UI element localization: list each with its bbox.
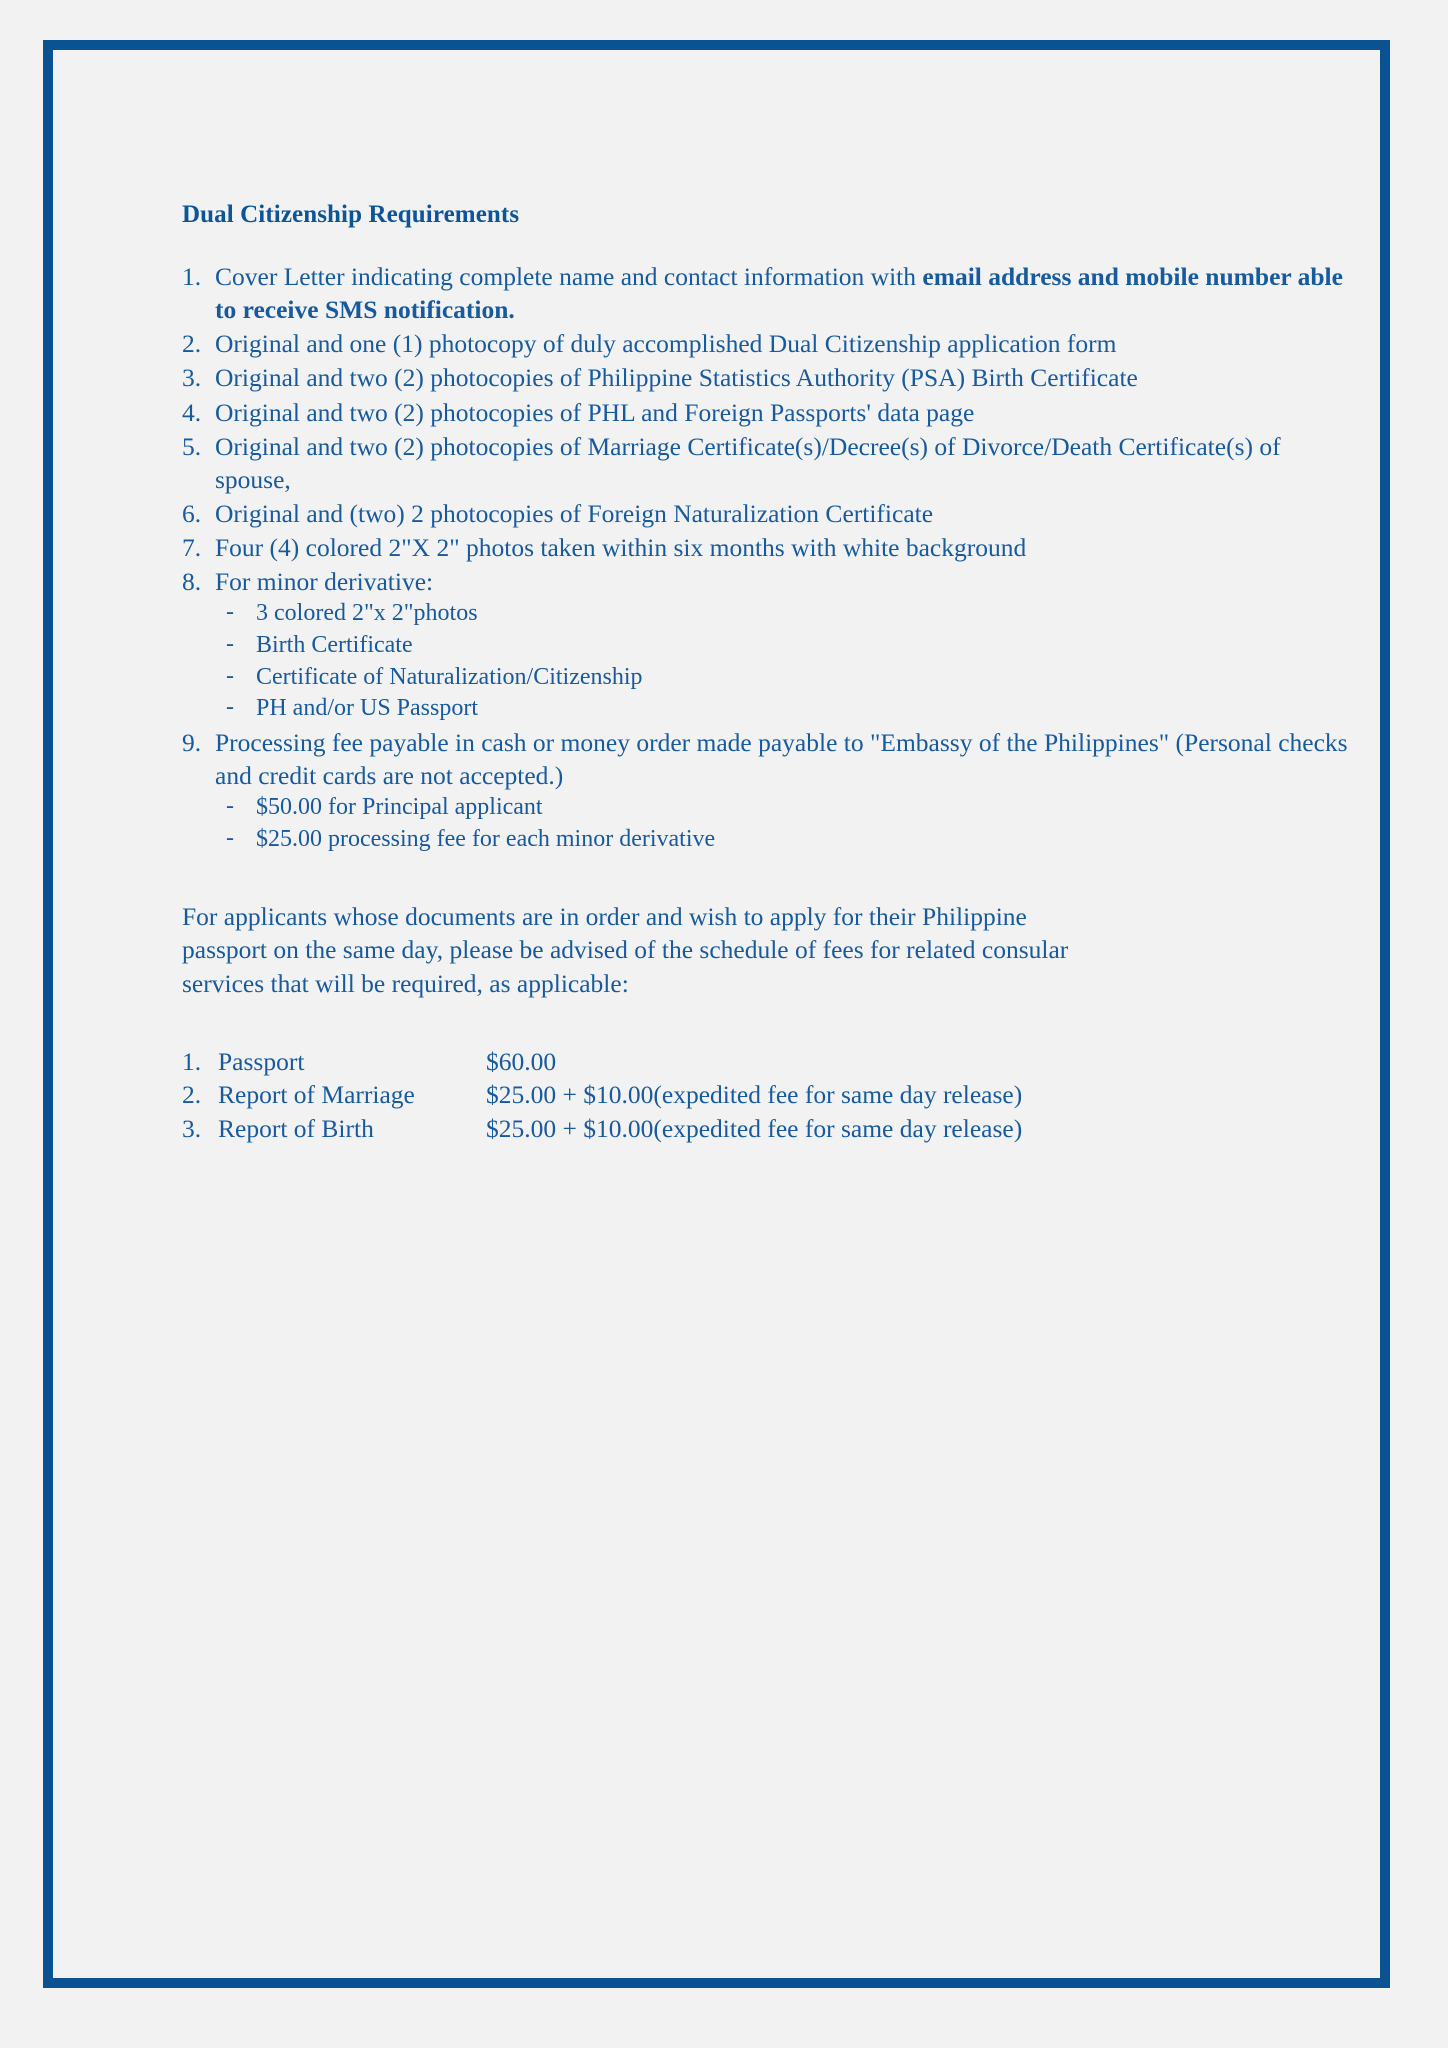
requirement-number: 1. <box>182 262 202 291</box>
requirement-sub-item <box>226 662 1352 694</box>
requirement-item <box>182 361 1352 394</box>
requirement-text: For minor derivative: <box>215 567 434 597</box>
requirement-sub-item-label: PH and/or US Passport <box>256 695 479 722</box>
fee-amount: $25.00 + $10.00(expedited fee for same day release) <box>486 1114 1023 1143</box>
requirement-sub-item-label: $50.00 for Principal applicant <box>256 794 543 821</box>
document-border-frame <box>43 40 1390 1988</box>
dash-bullet-icon: - <box>226 599 234 626</box>
requirement-text-emphasis: email address and mobile number able to receive SMS notification. <box>215 262 1343 325</box>
requirement-text: Original and two (2) photocopies of Philippine Statistics Authority (PSA) Birth Certificate <box>215 363 1138 393</box>
notice-line-1: For applicants whose documents are in order and wish to apply for their Philippine <box>182 901 1027 931</box>
requirement-sub-item-label: Birth Certificate <box>256 632 413 659</box>
requirement-sub-item-label: 3 colored 2"x 2"photos <box>256 600 478 627</box>
requirement-text: Original and two (2) photocopies of Marriage Certificate(s)/Decree(s) of Divorce/Death Certificate(s) of spouse, <box>215 431 1281 494</box>
requirement-item <box>182 497 1352 530</box>
table-row <box>182 1112 1022 1146</box>
requirement-sub-item <box>226 792 1352 824</box>
fee-service-name: Report of Marriage <box>218 1080 415 1110</box>
requirement-sub-item <box>226 824 1352 856</box>
requirement-number: 6. <box>182 498 202 528</box>
requirement-item <box>182 327 1352 360</box>
requirement-text: Original and one (1) photocopy of duly accomplished Dual Citizenship application form <box>215 329 1117 359</box>
requirement-text: Original and (two) 2 photocopies of Foreign Naturalization Certificate <box>215 498 934 528</box>
page-title: Dual Citizenship Requirements <box>182 201 520 228</box>
requirement-item <box>182 260 1352 326</box>
fee-schedule-table <box>182 1045 1022 1146</box>
requirement-text: Original and two (2) photocopies of PHL and Foreign Passports' data page <box>215 397 975 427</box>
requirement-number: 3. <box>182 363 202 393</box>
notice-line-3: services that will be required, as applicable: <box>182 969 629 999</box>
fee-row-number: 1. <box>182 1046 202 1076</box>
requirement-number: 5. <box>182 431 202 461</box>
fee-service-name: Passport <box>218 1046 305 1076</box>
same-day-notice-paragraph <box>182 900 1352 1001</box>
requirement-text: Cover Letter indicating complete name and contact information with email address and mobile number able to receive SMS notification. <box>215 262 1343 325</box>
requirement-number: 7. <box>182 533 202 563</box>
requirement-sub-list <box>215 792 1352 855</box>
requirement-item <box>182 726 1352 856</box>
requirement-sub-item <box>226 630 1352 662</box>
requirement-sub-item-label: Certificate of Naturalization/Citizenship <box>256 663 643 690</box>
requirements-list <box>182 260 1352 856</box>
requirement-sub-list <box>215 598 1352 725</box>
fee-row-number: 3. <box>182 1114 202 1143</box>
requirement-sub-item <box>226 693 1352 725</box>
requirement-text: Processing fee payable in cash or money order made payable to "Embassy of the Philippines" (Personal checks and credit cards are not accepted.) <box>215 728 1348 791</box>
dash-bullet-icon: - <box>226 662 234 689</box>
requirement-number: 8. <box>182 567 202 597</box>
requirement-sub-item <box>226 598 1352 630</box>
requirement-number: 2. <box>182 329 202 359</box>
notice-line-2: passport on the same day, please be advised of the schedule of fees for related consular <box>182 935 1069 965</box>
table-row <box>182 1078 1022 1112</box>
fee-row-number: 2. <box>182 1080 202 1110</box>
requirement-item <box>182 565 1352 725</box>
dash-bullet-icon: - <box>226 694 234 721</box>
requirement-number: 9. <box>182 728 202 758</box>
requirement-text: Four (4) colored 2"X 2" photos taken within six months with white background <box>215 533 1027 563</box>
requirement-sub-item-label: $25.00 processing fee for each minor derivative <box>256 826 716 853</box>
fee-amount: $60.00 <box>486 1046 557 1076</box>
requirement-item <box>182 430 1352 496</box>
document-content <box>182 200 1352 1146</box>
requirement-item <box>182 531 1352 564</box>
dash-bullet-icon: - <box>226 793 234 820</box>
requirement-item <box>182 396 1352 429</box>
requirement-number: 4. <box>182 397 202 427</box>
table-row <box>182 1045 1022 1079</box>
dash-bullet-icon: - <box>226 825 234 852</box>
fee-amount: $25.00 + $10.00(expedited fee for same day release) <box>486 1080 1023 1110</box>
fee-service-name: Report of Birth <box>218 1114 374 1143</box>
dash-bullet-icon: - <box>226 631 234 658</box>
